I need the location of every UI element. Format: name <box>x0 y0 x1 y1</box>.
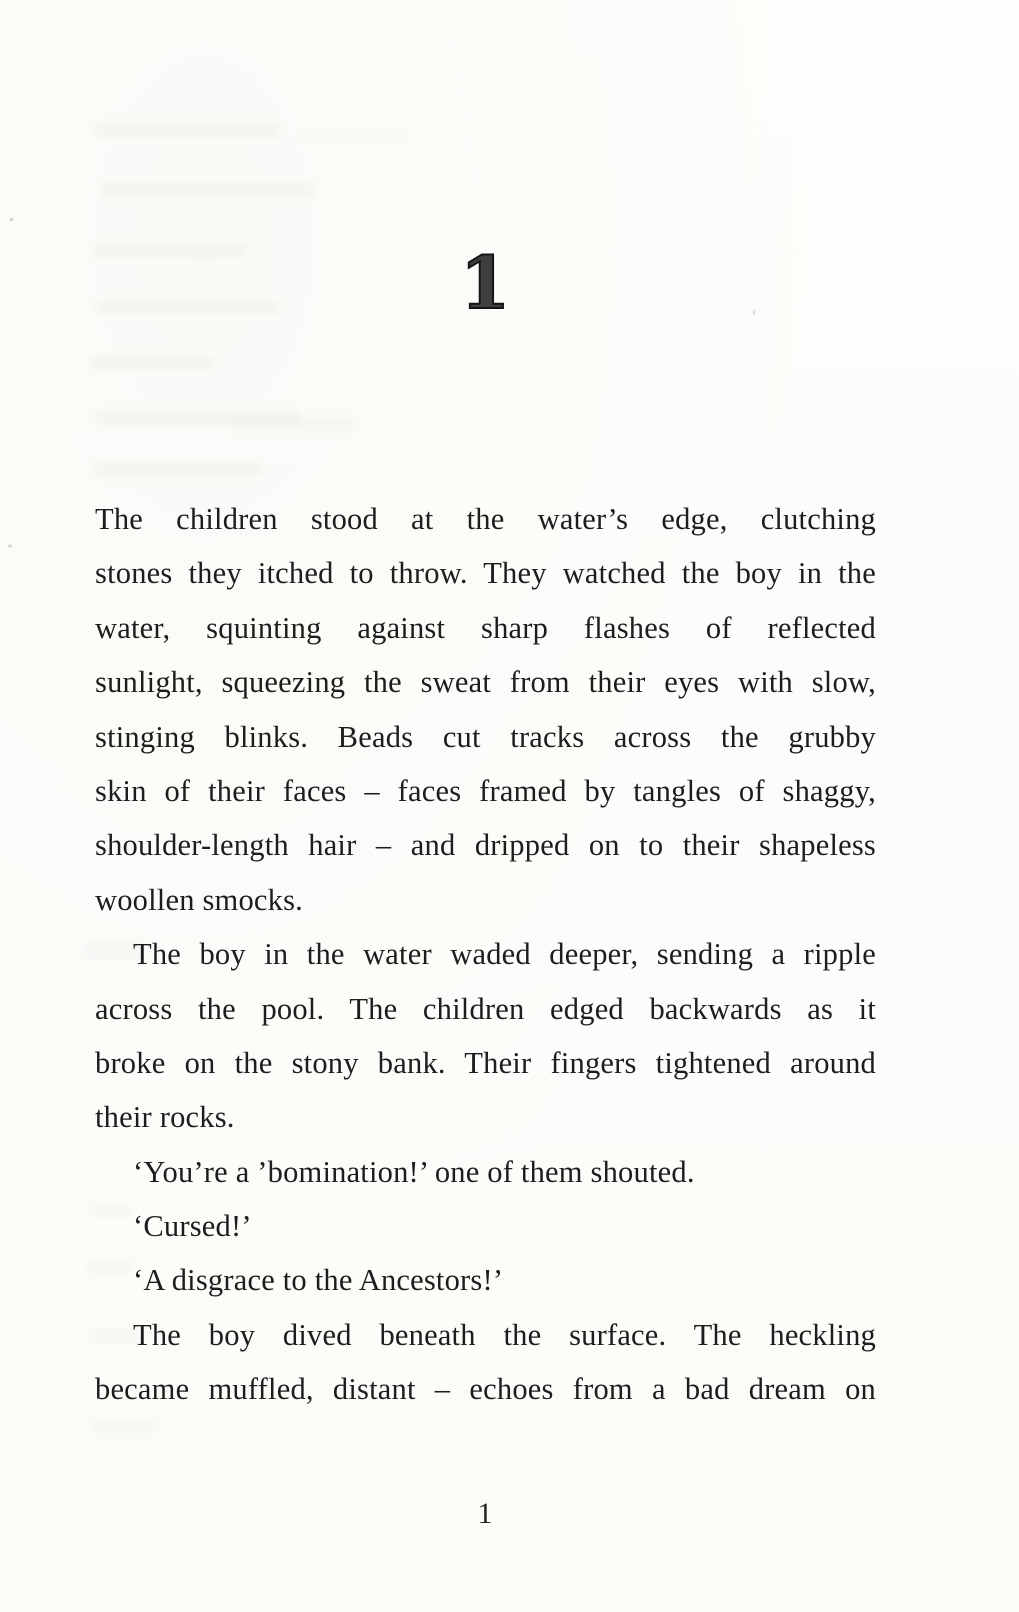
body-line: skin of their faces – faces framed by tangles of shaggy, <box>95 773 876 808</box>
body-line: ‘Cursed!’ <box>133 1209 252 1244</box>
body-line: The children stood at the water’s edge, clutching <box>95 502 876 536</box>
bleed-through-smudge <box>300 130 410 142</box>
body-line: woollen smocks. <box>95 882 304 917</box>
body-line: sunlight, squeezing the sweat from their eyes with slow, <box>95 665 876 700</box>
body-line: broke on the stony bank. Their fingers tightened around <box>95 1045 876 1080</box>
bleed-through-smudge <box>100 183 315 198</box>
body-line: ‘A disgrace to the Ancestors!’ <box>133 1263 504 1298</box>
page-number: 1 <box>477 1497 493 1530</box>
bleed-through-smudge <box>92 463 262 477</box>
bleed-through-smudge <box>95 122 280 138</box>
body-line: stinging blinks. Beads cut tracks across the grubby <box>95 719 876 754</box>
chapter-number: 1 <box>459 240 511 325</box>
body-line: across the pool. The children edged backwards as it <box>95 991 876 1026</box>
body-line: The boy dived beneath the surface. The heckling <box>133 1317 876 1352</box>
bleed-through-smudge <box>230 418 360 431</box>
body-text-block <box>95 492 876 1417</box>
bleed-through-smudge <box>90 1420 160 1434</box>
bleed-through-smudge <box>90 356 215 370</box>
paper-speck <box>8 545 12 547</box>
paper-speck <box>10 218 13 221</box>
body-line: became muffled, distant – echoes from a bad dream on <box>95 1372 876 1407</box>
body-line: their rocks. <box>95 1100 235 1135</box>
body-line: shoulder-length hair – and dripped on to their shapeless <box>95 828 876 863</box>
body-line: water, squinting against sharp flashes of reflected <box>95 610 876 645</box>
body-line: The boy in the water waded deeper, sending a ripple <box>133 937 876 972</box>
body-line: stones they itched to throw. They watched the boy in the <box>95 556 876 591</box>
body-line: ‘You’re a ’bomination!’ one of them shouted. <box>133 1154 695 1189</box>
